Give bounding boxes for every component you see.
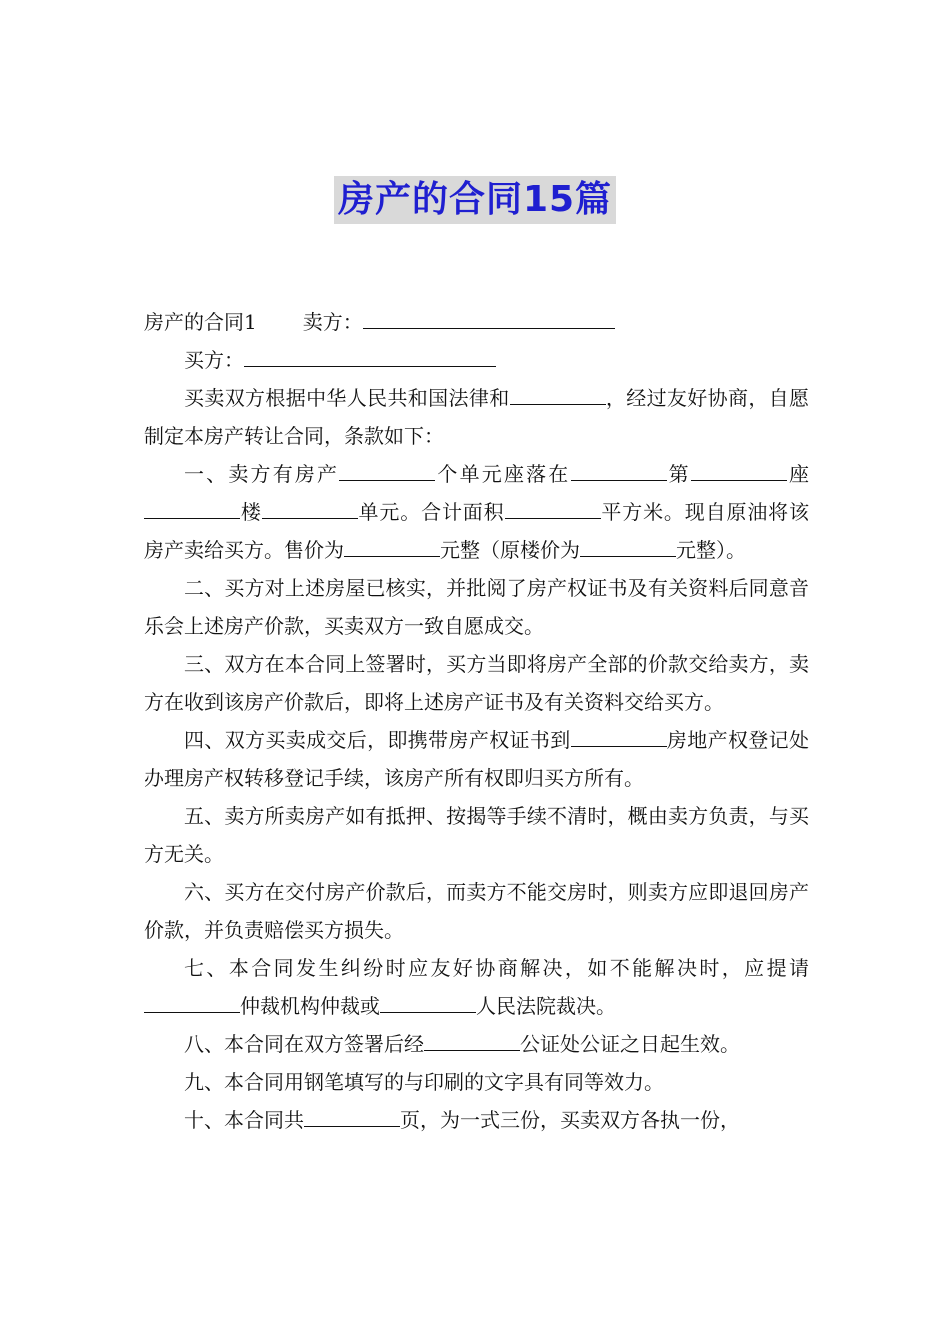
floor-blank xyxy=(262,496,358,519)
units-blank xyxy=(339,458,435,481)
buyer-blank xyxy=(244,344,496,367)
law-blank xyxy=(510,382,606,405)
clause-7-text: 七、本合同发生纠纷时应友好协商解决，如不能解决时，应提请 xyxy=(184,956,809,980)
location-blank xyxy=(571,458,667,481)
building-blank xyxy=(144,496,240,519)
clause-9: 九、本合同用钢笔填写的与印刷的文字具有同等效力。 xyxy=(184,1070,664,1094)
title-container xyxy=(0,176,950,224)
contract-header-line xyxy=(144,303,809,341)
notary-blank xyxy=(424,1028,520,1051)
clause-1-text: 元整）。 xyxy=(676,538,746,562)
clause-1-text: 一、卖方有房产 xyxy=(184,462,340,486)
buyer-label: 买方： xyxy=(184,348,244,372)
contract-heading: 房产的合同1 xyxy=(144,310,257,334)
clause-5: 五、卖方所卖房产如有抵押、按揭等手续不清时，概由卖方负责，与买方无关。 xyxy=(144,804,809,866)
arbitration-blank xyxy=(144,990,240,1013)
seller-blank xyxy=(363,306,615,329)
clause-8-text: 公证处公证之日起生效。 xyxy=(520,1032,740,1056)
clause-7-text: 仲裁机构仲裁或 xyxy=(240,994,380,1018)
clause-4-text: 四、双方买卖成交后，即携带房产权证书到 xyxy=(184,728,571,752)
clause-6: 六、买方在交付房产价款后，而卖方不能交房时，则卖方应即退回房产价款，并负责赔偿买方损失。 xyxy=(144,880,809,942)
clause-7 xyxy=(144,949,809,1025)
area-blank xyxy=(505,496,601,519)
clause-10-text: 十、本合同共 xyxy=(184,1108,304,1132)
contract-body xyxy=(144,303,809,1139)
number-blank xyxy=(691,458,787,481)
intro-text-2: ，经过友好协商，自愿制定本房产转让合同，条款如下： xyxy=(144,386,810,448)
clause-1-text: 元整（原楼价为 xyxy=(440,538,580,562)
clause-7-text: 人民法院裁决。 xyxy=(476,994,616,1018)
buyer-line xyxy=(144,341,809,379)
clause-1-text: 单元。合计面积 xyxy=(357,500,505,524)
registry-blank xyxy=(571,724,667,747)
clause-10 xyxy=(144,1101,809,1139)
intro-paragraph xyxy=(144,379,809,455)
clause-1-text: 楼 xyxy=(240,500,262,524)
clause-1-text: 平方米。现自原油将该房产卖给买方。售价为 xyxy=(144,500,810,562)
clause-4-text: 房地产权登记处办理房产权转移登记手续，该房产所有权即归买方所有。 xyxy=(144,728,810,790)
clause-10-text: 页，为一式三份，买卖双方各执一份， xyxy=(400,1108,740,1132)
price-blank xyxy=(344,534,440,557)
intro-text-1: 买卖双方根据中华人民共和国法律和 xyxy=(184,386,510,410)
document-title: 房产的合同15篇 xyxy=(334,176,616,224)
clause-1-text: 第 xyxy=(666,462,691,486)
court-blank xyxy=(380,990,476,1013)
clause-8-text: 八、本合同在双方签署后经 xyxy=(184,1032,424,1056)
original-price-blank xyxy=(580,534,676,557)
clause-3: 三、双方在本合同上签署时，买方当即将房产全部的价款交给卖方，卖方在收到该房产价款后，即将上述房产证书及有关资料交给买方。 xyxy=(144,652,809,714)
clause-1-text: 个单元座落在 xyxy=(435,462,571,486)
pages-blank xyxy=(304,1104,400,1127)
seller-label: 卖方： xyxy=(302,310,363,334)
clause-1-text: 座 xyxy=(786,462,810,486)
clause-4 xyxy=(144,721,809,797)
clause-8 xyxy=(144,1025,809,1063)
clause-2: 二、买方对上述房屋已核实，并批阅了房产权证书及有关资料后同意音乐会上述房产价款，买卖双方一致自愿成交。 xyxy=(144,576,809,638)
clause-1 xyxy=(144,455,809,569)
